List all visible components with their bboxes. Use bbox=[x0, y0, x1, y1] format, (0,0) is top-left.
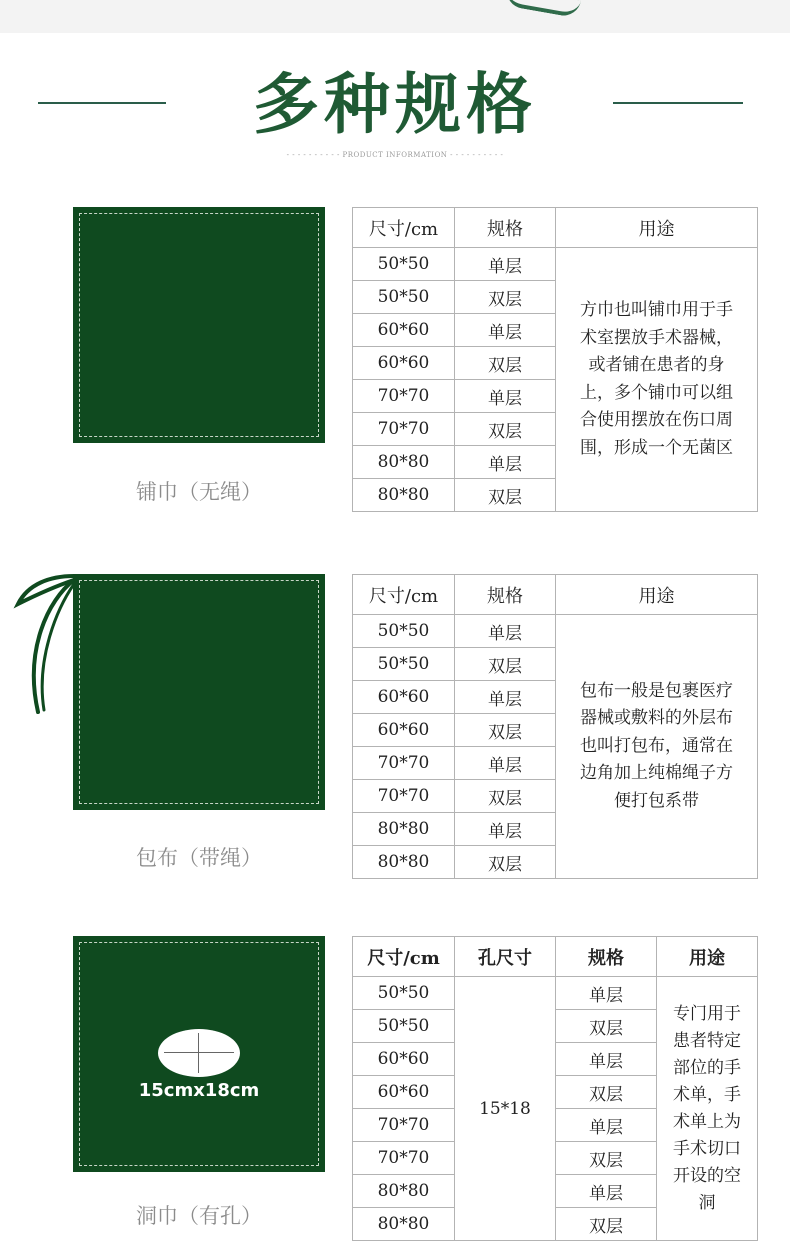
usage-line: 合使用摆放在伤口周 bbox=[580, 410, 733, 430]
size-cell: 70*70 bbox=[353, 380, 455, 413]
stitch-border bbox=[79, 580, 319, 804]
table-row bbox=[353, 977, 758, 1010]
size-cell: 70*70 bbox=[353, 413, 455, 446]
hole-horizontal-arrow bbox=[164, 1052, 234, 1053]
header-spec: 规格 bbox=[455, 208, 556, 248]
spec-cell: 双层 bbox=[455, 479, 556, 512]
header-size: 尺寸/cm bbox=[353, 575, 455, 615]
drape-image bbox=[73, 207, 325, 443]
usage-line: 患者特定 bbox=[673, 1030, 741, 1051]
size-cell: 80*80 bbox=[353, 813, 455, 846]
size-cell: 60*60 bbox=[353, 1076, 455, 1109]
usage-line: 上，多个铺巾可以组 bbox=[580, 382, 733, 403]
spec-cell: 单层 bbox=[556, 1043, 657, 1076]
spec-cell: 双层 bbox=[556, 1076, 657, 1109]
spec-cell: 双层 bbox=[556, 1142, 657, 1175]
size-cell: 80*80 bbox=[353, 1208, 455, 1241]
spec-cell: 单层 bbox=[455, 813, 556, 846]
size-cell: 50*50 bbox=[353, 1010, 455, 1043]
spec-cell: 单层 bbox=[556, 1175, 657, 1208]
size-cell: 50*50 bbox=[353, 248, 455, 281]
table-header-row bbox=[353, 937, 758, 977]
hole-size-cell: 15*18 bbox=[455, 977, 556, 1241]
usage-line: 术单上为 bbox=[673, 1111, 741, 1132]
page-subtitle: - - - - - - - - - - PRODUCT INFORMATION - - - - - - - - - - bbox=[286, 151, 504, 159]
size-cell: 60*60 bbox=[353, 314, 455, 347]
drape-spec-table bbox=[352, 207, 758, 512]
usage-line: 围，形成一个无菌区 bbox=[580, 437, 733, 458]
size-cell: 50*50 bbox=[353, 977, 455, 1010]
hole-icon bbox=[158, 1029, 240, 1077]
usage-line: 方巾也叫铺巾用于手 bbox=[580, 300, 733, 320]
size-cell: 60*60 bbox=[353, 714, 455, 747]
spec-cell: 双层 bbox=[455, 714, 556, 747]
size-cell: 60*60 bbox=[353, 347, 455, 380]
header-size: 尺寸/cm bbox=[353, 208, 455, 248]
header-size: 尺寸/cm bbox=[353, 937, 455, 977]
size-cell: 70*70 bbox=[353, 1109, 455, 1142]
header-usage: 用途 bbox=[556, 208, 758, 248]
table-header-row bbox=[353, 575, 758, 615]
spec-cell: 双层 bbox=[556, 1010, 657, 1043]
fenestrated-spec-table bbox=[352, 936, 758, 1241]
size-cell: 80*80 bbox=[353, 846, 455, 879]
usage-cell bbox=[556, 248, 758, 512]
fenestrated-drape-image bbox=[73, 936, 325, 1172]
table-row bbox=[353, 248, 758, 281]
size-cell: 50*50 bbox=[353, 281, 455, 314]
spec-cell: 单层 bbox=[455, 314, 556, 347]
table-row bbox=[353, 615, 758, 648]
usage-line: 手术切口 bbox=[673, 1138, 741, 1159]
size-cell: 70*70 bbox=[353, 1142, 455, 1175]
size-cell: 80*80 bbox=[353, 446, 455, 479]
spec-cell: 双层 bbox=[455, 846, 556, 879]
usage-line: 或者铺在患者的身 bbox=[588, 355, 725, 375]
usage-line: 专门用于 bbox=[673, 1003, 741, 1024]
size-cell: 80*80 bbox=[353, 479, 455, 512]
header-spec: 规格 bbox=[556, 937, 657, 977]
title-line-right bbox=[613, 102, 743, 104]
size-cell: 50*50 bbox=[353, 615, 455, 648]
usage-line: 器械或敷料的外层布 bbox=[580, 708, 733, 729]
size-cell: 70*70 bbox=[353, 780, 455, 813]
drape-caption: 铺巾（无绳） bbox=[136, 480, 262, 504]
spec-cell: 单层 bbox=[455, 615, 556, 648]
spec-cell: 单层 bbox=[455, 446, 556, 479]
spec-cell: 单层 bbox=[455, 380, 556, 413]
spec-cell: 双层 bbox=[455, 413, 556, 446]
header-usage: 用途 bbox=[657, 937, 758, 977]
stitch-border bbox=[79, 213, 319, 437]
wrap-cloth-caption: 包布（带绳） bbox=[136, 846, 262, 870]
usage-line: 边角加上纯棉绳子方 bbox=[580, 763, 733, 784]
usage-line: 术单，手 bbox=[673, 1084, 741, 1105]
spec-cell: 双层 bbox=[455, 281, 556, 314]
wrap-cloth-spec-table bbox=[352, 574, 758, 879]
tie-string-icon bbox=[10, 570, 80, 720]
header-hole-size: 孔尺寸 bbox=[455, 937, 556, 977]
wrap-cloth-image bbox=[73, 574, 325, 810]
spec-cell: 双层 bbox=[455, 780, 556, 813]
usage-line: 开设的空 bbox=[673, 1165, 741, 1186]
spec-cell: 单层 bbox=[556, 1109, 657, 1142]
header-spec: 规格 bbox=[455, 575, 556, 615]
usage-line: 便打包系带 bbox=[614, 790, 699, 811]
hole-vertical-arrow bbox=[198, 1033, 199, 1073]
usage-line: 包布一般是包裹医疗 bbox=[580, 680, 733, 701]
spec-cell: 双层 bbox=[455, 648, 556, 681]
usage-cell bbox=[657, 977, 758, 1241]
spec-cell: 单层 bbox=[455, 681, 556, 714]
fenestrated-drape-caption: 洞巾（有孔） bbox=[136, 1204, 262, 1228]
spec-cell: 单层 bbox=[556, 977, 657, 1010]
header-usage: 用途 bbox=[556, 575, 758, 615]
top-banner bbox=[0, 0, 790, 33]
spec-cell: 单层 bbox=[455, 747, 556, 780]
usage-line: 术室摆放手术器械， bbox=[580, 327, 733, 348]
spec-cell: 单层 bbox=[455, 248, 556, 281]
usage-line: 洞 bbox=[698, 1192, 716, 1213]
size-cell: 60*60 bbox=[353, 1043, 455, 1076]
size-cell: 60*60 bbox=[353, 681, 455, 714]
usage-line: 部位的手 bbox=[673, 1057, 741, 1078]
spec-cell: 双层 bbox=[556, 1208, 657, 1241]
size-cell: 70*70 bbox=[353, 747, 455, 780]
size-cell: 80*80 bbox=[353, 1175, 455, 1208]
table-header-row bbox=[353, 208, 758, 248]
hole-dimension-label: 15cmx18cm bbox=[138, 1080, 260, 1101]
page-title: 多种规格 bbox=[253, 66, 537, 143]
spec-cell: 双层 bbox=[455, 347, 556, 380]
size-cell: 50*50 bbox=[353, 648, 455, 681]
usage-line: 也叫打包布，通常在 bbox=[580, 735, 733, 756]
usage-cell bbox=[556, 615, 758, 879]
